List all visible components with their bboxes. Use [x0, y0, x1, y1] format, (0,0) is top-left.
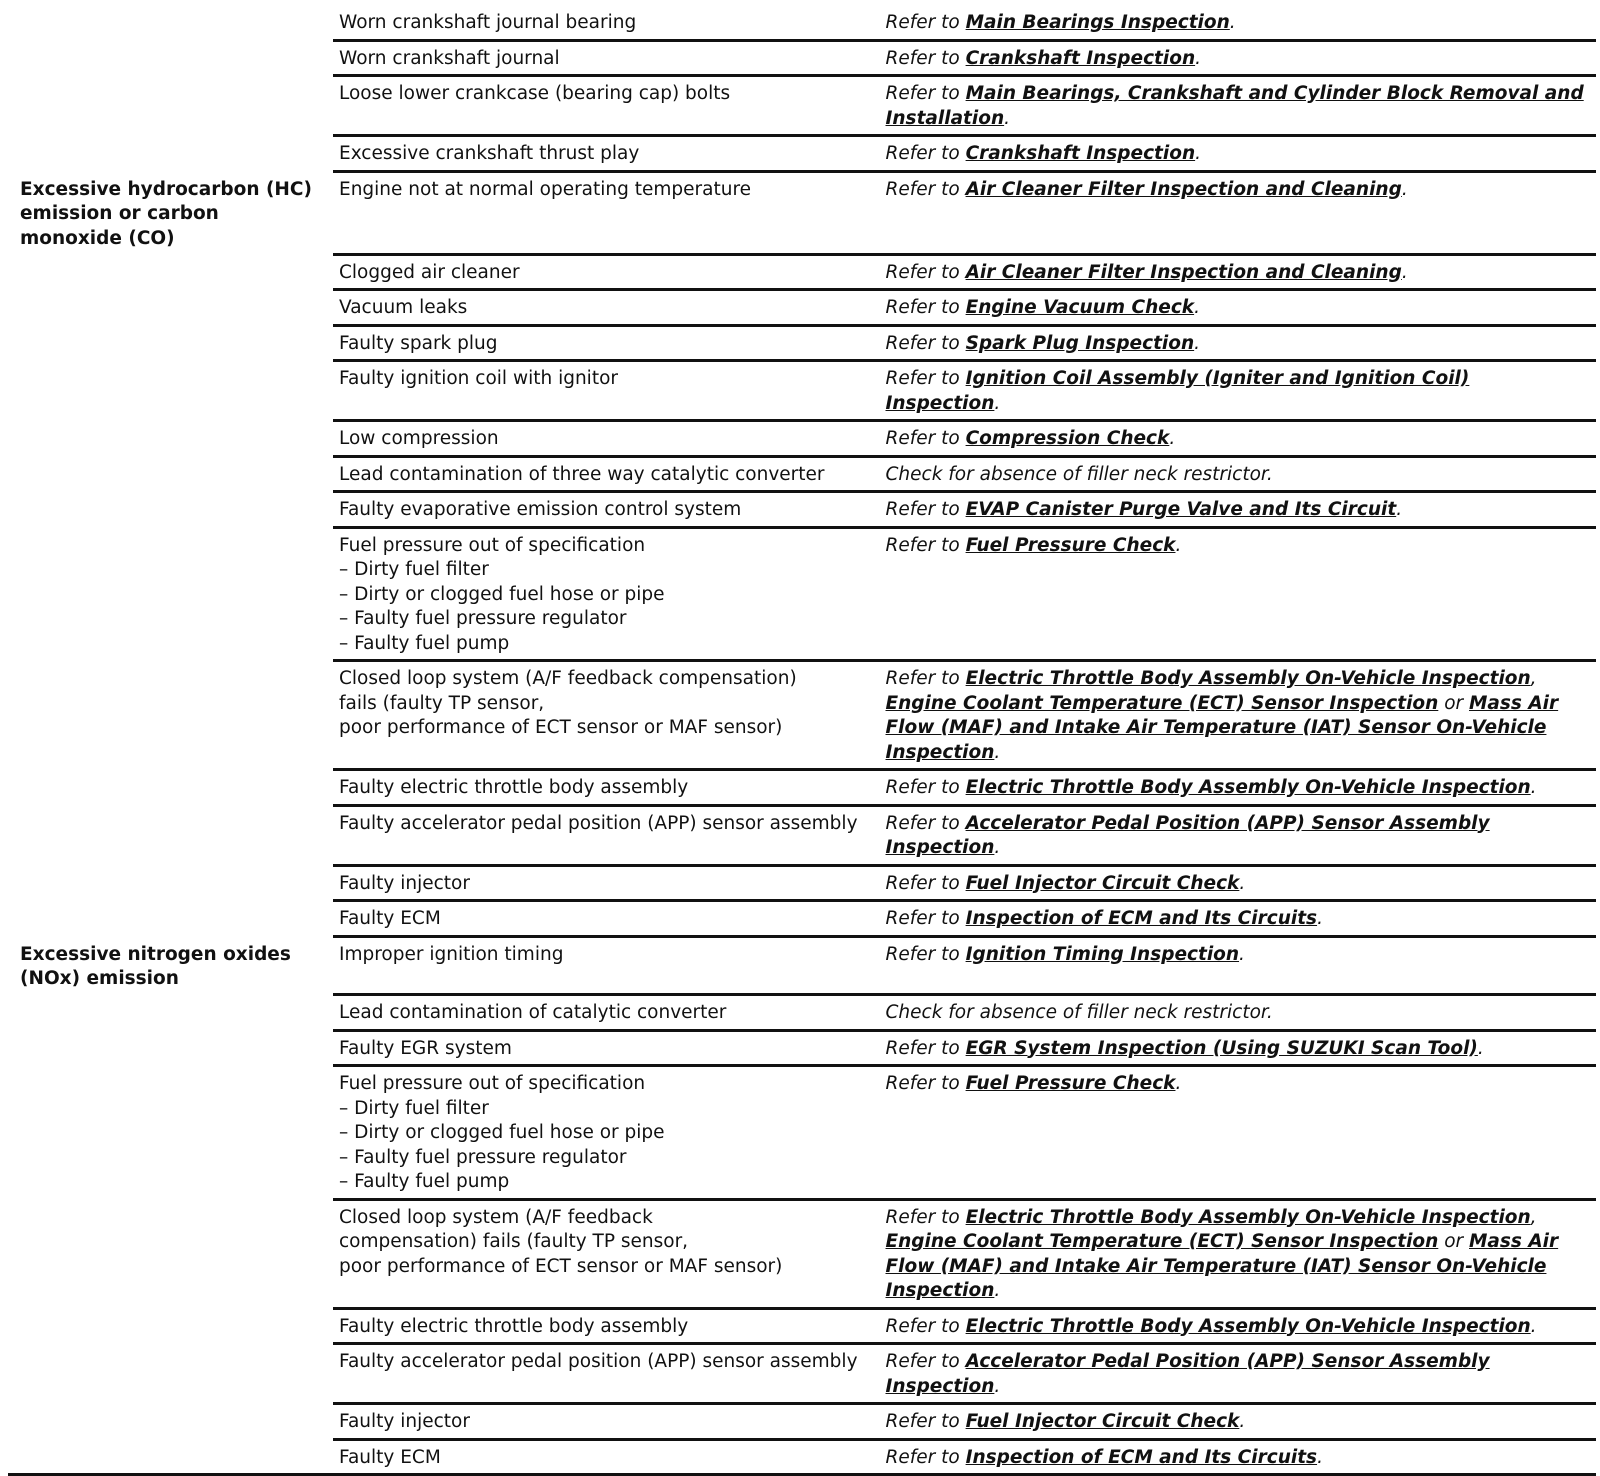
correction-text: .: [1195, 47, 1202, 69]
condition-cell: [8, 1030, 333, 1066]
correction-cell: [878, 76, 1596, 136]
cause-text: Vacuum leaks: [339, 297, 468, 318]
cause-text: Closed loop system (A/F feedback: [339, 1206, 653, 1228]
condition-cell: [8, 1066, 333, 1200]
table-row: [8, 1199, 1596, 1308]
cause-cell: [333, 527, 878, 661]
condition-cell: [8, 901, 333, 937]
correction-text: Refer to: [885, 261, 966, 283]
correction-cell: [878, 995, 1596, 1031]
correction-cell: [878, 770, 1596, 806]
table-row: [8, 456, 1596, 492]
condition-cell: [8, 492, 333, 528]
condition-cell: [8, 6, 333, 40]
cause-text: poor performance of ECT sensor or MAF sensor): [339, 1255, 783, 1277]
cause-text: Faulty electric throttle body assembly: [339, 1315, 689, 1337]
troubleshooting-table-body: [8, 6, 1596, 1475]
correction-text: or: [1438, 1231, 1469, 1252]
correction-cell: [878, 1030, 1596, 1066]
cause-text: Excessive crankshaft thrust play: [339, 143, 640, 164]
correction-text: Refer to: [885, 1411, 966, 1432]
cause-cell: [333, 6, 878, 40]
cause-cell: [333, 995, 878, 1031]
cause-cell: [333, 865, 878, 901]
correction-text: Refer to: [885, 534, 966, 556]
cause-text: – Dirty or clogged fuel hose or pipe: [339, 583, 665, 605]
reference-link[interactable]: Main Bearings, Crankshaft and Cylinder Block Removal and Installation: [885, 83, 1584, 129]
correction-text: Refer to: [885, 1446, 966, 1468]
reference-link[interactable]: Electric Throttle Body Assembly On-Vehicle Inspection: [965, 668, 1531, 689]
correction-cell: [878, 136, 1596, 172]
reference-link[interactable]: Main Bearings Inspection: [965, 12, 1230, 33]
condition-cell: [8, 136, 333, 172]
correction-text: Refer to: [885, 943, 966, 965]
condition-cell: [8, 865, 333, 901]
correction-text: Refer to: [885, 12, 966, 33]
table-row: [8, 770, 1596, 806]
condition-cell: [8, 805, 333, 865]
reference-link[interactable]: Accelerator Pedal Position (APP) Sensor Assembly Inspection: [885, 812, 1490, 858]
correction-text: .: [994, 1280, 1001, 1301]
table-row: [8, 865, 1596, 901]
reference-link[interactable]: Electric Throttle Body Assembly On-Vehicle Inspection: [965, 777, 1531, 798]
table-row: [8, 6, 1596, 40]
cause-cell: [333, 76, 878, 136]
cause-cell: [333, 361, 878, 421]
cause-text: Faulty injector: [339, 1411, 470, 1432]
reference-link[interactable]: Accelerator Pedal Position (APP) Sensor Assembly Inspection: [885, 1351, 1490, 1397]
correction-text: Refer to: [885, 1351, 966, 1372]
correction-text: .: [1401, 178, 1408, 200]
correction-text: .: [1004, 107, 1011, 129]
reference-link[interactable]: Spark Plug Inspection: [965, 332, 1195, 354]
correction-cell: [878, 1404, 1596, 1440]
condition-cell: [8, 995, 333, 1031]
cause-text: Faulty accelerator pedal position (APP) sensor assembly: [339, 812, 858, 834]
reference-link[interactable]: Fuel Injector Circuit Check: [965, 1411, 1240, 1432]
correction-cell: [878, 1308, 1596, 1344]
table-row: [8, 76, 1596, 136]
table-row: [8, 527, 1596, 661]
cause-cell: [333, 1439, 878, 1475]
cause-text: – Dirty fuel filter: [339, 1097, 489, 1119]
correction-cell: [878, 1066, 1596, 1200]
table-row: [8, 805, 1596, 865]
correction-text: .: [1317, 908, 1323, 929]
condition-cell: [8, 661, 333, 770]
correction-cell: [878, 661, 1596, 770]
cause-text: – Dirty fuel filter: [339, 559, 489, 580]
correction-cell: [878, 290, 1596, 326]
correction-cell: [878, 254, 1596, 290]
correction-cell: [878, 865, 1596, 901]
cause-cell: [333, 770, 878, 806]
cause-text: Fuel pressure out of specification: [339, 1073, 646, 1094]
condition-cell: [8, 936, 333, 995]
correction-cell: [878, 1439, 1596, 1475]
cause-cell: [333, 1404, 878, 1440]
correction-text: Refer to: [885, 499, 966, 520]
correction-text: Refer to: [885, 668, 966, 689]
correction-cell: [878, 456, 1596, 492]
cause-text: Faulty ignition coil with ignitor: [339, 368, 618, 389]
table-row: [8, 1404, 1596, 1440]
correction-text: Refer to: [885, 872, 966, 894]
condition-cell: [8, 40, 333, 76]
correction-text: .: [1401, 261, 1408, 283]
correction-text: Refer to: [885, 1073, 966, 1094]
table-row: [8, 290, 1596, 326]
condition-cell: [8, 171, 333, 254]
correction-text: Refer to: [885, 143, 966, 164]
condition-cell: [8, 456, 333, 492]
cause-text: Faulty evaporative emission control system: [339, 499, 742, 520]
table-row: [8, 936, 1596, 995]
reference-link[interactable]: Electric Throttle Body Assembly On-Vehicle Inspection: [965, 1206, 1531, 1228]
correction-text: Refer to: [885, 83, 966, 104]
cause-text: – Faulty fuel pump: [339, 632, 510, 654]
correction-text: Refer to: [885, 297, 966, 318]
correction-text: Check for absence of filler neck restrictor.: [885, 1002, 1273, 1023]
correction-text: .: [1175, 1073, 1182, 1094]
cause-cell: [333, 1344, 878, 1404]
reference-link[interactable]: Mass Air Flow (MAF) and Intake Air Temperature (IAT) Sensor On-Vehicle Inspection: [885, 1231, 1559, 1301]
correction-text: .: [1239, 1411, 1246, 1432]
correction-text: .: [1175, 534, 1182, 556]
table-row: [8, 171, 1596, 254]
table-row: [8, 661, 1596, 770]
table-row: [8, 901, 1596, 937]
table-row: [8, 492, 1596, 528]
condition-cell: [8, 1308, 333, 1344]
table-row: [8, 1030, 1596, 1066]
cause-cell: [333, 661, 878, 770]
cause-text: Faulty electric throttle body assembly: [339, 777, 689, 798]
condition-cell: [8, 290, 333, 326]
correction-text: .: [1317, 1446, 1323, 1468]
correction-text: Refer to: [885, 1206, 966, 1228]
table-row: [8, 136, 1596, 172]
reference-link[interactable]: Electric Throttle Body Assembly On-Vehicle Inspection: [965, 1315, 1531, 1337]
condition-cell: [8, 1199, 333, 1308]
table-row: [8, 421, 1596, 457]
cause-text: Worn crankshaft journal bearing: [339, 12, 637, 33]
condition-label: Excessive nitrogen oxides (NOx) emission: [20, 943, 291, 989]
correction-text: Refer to: [885, 1315, 966, 1337]
reference-link[interactable]: Air Cleaner Filter Inspection and Cleaning: [965, 178, 1402, 200]
correction-text: .: [1477, 1037, 1484, 1059]
correction-text: Refer to: [885, 777, 966, 798]
correction-text: .: [1194, 297, 1200, 318]
cause-text: Engine not at normal operating temperature: [339, 178, 752, 200]
condition-cell: [8, 76, 333, 136]
cause-text: Closed loop system (A/F feedback compensation): [339, 668, 797, 689]
cause-cell: [333, 1030, 878, 1066]
correction-cell: [878, 1344, 1596, 1404]
correction-text: Refer to: [885, 812, 966, 834]
table-row: [8, 254, 1596, 290]
correction-text: .: [1194, 332, 1201, 354]
correction-text: .: [994, 837, 1001, 858]
correction-text: .: [1530, 777, 1537, 798]
correction-cell: [878, 901, 1596, 937]
correction-text: .: [1396, 499, 1403, 520]
cause-cell: [333, 805, 878, 865]
correction-cell: [878, 171, 1596, 254]
correction-text: Refer to: [885, 908, 966, 929]
cause-cell: [333, 1308, 878, 1344]
correction-cell: [878, 936, 1596, 995]
reference-link[interactable]: Fuel Pressure Check: [965, 534, 1176, 556]
correction-cell: [878, 6, 1596, 40]
cause-text: Fuel pressure out of specification: [339, 534, 646, 556]
reference-link[interactable]: Ignition Timing Inspection: [965, 943, 1240, 965]
correction-text: .: [1530, 1315, 1537, 1337]
cause-cell: [333, 136, 878, 172]
correction-text: Check for absence of filler neck restrictor.: [885, 463, 1273, 485]
cause-cell: [333, 1066, 878, 1200]
cause-text: Lead contamination of three way catalytic converter: [339, 463, 825, 485]
table-row: [8, 325, 1596, 361]
cause-cell: [333, 171, 878, 254]
correction-text: Refer to: [885, 332, 966, 354]
cause-text: – Faulty fuel pressure regulator: [339, 1146, 627, 1168]
cause-cell: [333, 325, 878, 361]
cause-cell: [333, 290, 878, 326]
reference-link[interactable]: Mass Air Flow (MAF) and Intake Air Temperature (IAT) Sensor On-Vehicle Inspection: [885, 692, 1559, 763]
correction-text: .: [1195, 143, 1202, 164]
table-row: [8, 1308, 1596, 1344]
correction-text: Refer to: [885, 368, 966, 389]
reference-link[interactable]: Crankshaft Inspection: [965, 143, 1196, 164]
correction-cell: [878, 40, 1596, 76]
condition-cell: [8, 527, 333, 661]
cause-text: Faulty EGR system: [339, 1037, 512, 1059]
reference-link[interactable]: Engine Coolant Temperature (ECT) Sensor Inspection: [885, 1231, 1439, 1252]
condition-cell: [8, 1439, 333, 1475]
cause-text: Clogged air cleaner: [339, 261, 520, 283]
correction-text: .: [1169, 428, 1176, 449]
correction-text: Refer to: [885, 1037, 966, 1059]
correction-text: .: [1229, 12, 1236, 33]
reference-link[interactable]: Air Cleaner Filter Inspection and Cleaning: [965, 261, 1402, 283]
reference-link[interactable]: Engine Coolant Temperature (ECT) Sensor Inspection: [885, 692, 1439, 714]
cause-cell: [333, 40, 878, 76]
reference-link[interactable]: Crankshaft Inspection: [965, 47, 1196, 69]
reference-link[interactable]: Ignition Coil Assembly (Igniter and Ignition Coil) Inspection: [885, 368, 1470, 414]
reference-link[interactable]: EVAP Canister Purge Valve and Its Circuit: [965, 499, 1397, 520]
correction-text: .: [1239, 943, 1245, 965]
cause-cell: [333, 254, 878, 290]
table-row: [8, 995, 1596, 1031]
table-row: [8, 1344, 1596, 1404]
reference-link[interactable]: Compression Check: [965, 428, 1170, 449]
cause-text: Faulty spark plug: [339, 332, 498, 354]
cause-text: Low compression: [339, 428, 499, 449]
correction-text: .: [1239, 872, 1246, 894]
cause-text: Loose lower crankcase (bearing cap) bolts: [339, 83, 731, 104]
table-row: [8, 1439, 1596, 1475]
correction-cell: [878, 1199, 1596, 1308]
correction-text: Refer to: [885, 178, 966, 200]
condition-label: Excessive hydrocarbon (HC) emission or carbon monoxide (CO): [20, 178, 312, 249]
reference-link[interactable]: Engine Vacuum Check: [965, 297, 1195, 318]
correction-cell: [878, 805, 1596, 865]
cause-text: Worn crankshaft journal: [339, 47, 560, 69]
cause-text: compensation) fails (faulty TP sensor,: [339, 1231, 689, 1252]
condition-cell: [8, 325, 333, 361]
cause-text: – Faulty fuel pressure regulator: [339, 608, 627, 629]
table-row: [8, 1066, 1596, 1200]
reference-link[interactable]: Fuel Pressure Check: [965, 1073, 1176, 1094]
correction-cell: [878, 325, 1596, 361]
correction-cell: [878, 421, 1596, 457]
cause-text: Faulty accelerator pedal position (APP) sensor assembly: [339, 1351, 858, 1372]
cause-text: – Dirty or clogged fuel hose or pipe: [339, 1122, 665, 1143]
cause-cell: [333, 901, 878, 937]
condition-cell: [8, 770, 333, 806]
cause-text: – Faulty fuel pump: [339, 1171, 510, 1192]
cause-text: Faulty ECM: [339, 908, 441, 929]
condition-cell: [8, 1344, 333, 1404]
cause-text: Faulty ECM: [339, 1446, 441, 1468]
condition-cell: [8, 361, 333, 421]
cause-cell: [333, 421, 878, 457]
table-row: [8, 40, 1596, 76]
correction-text: Refer to: [885, 47, 966, 69]
cause-cell: [333, 1199, 878, 1308]
correction-cell: [878, 361, 1596, 421]
cause-text: Improper ignition timing: [339, 943, 564, 965]
reference-link[interactable]: Inspection of ECM and Its Circuits: [965, 1446, 1318, 1468]
correction-cell: [878, 527, 1596, 661]
cause-text: Lead contamination of catalytic converter: [339, 1002, 727, 1023]
cause-cell: [333, 936, 878, 995]
troubleshooting-table: [8, 6, 1596, 1476]
table-row: [8, 361, 1596, 421]
cause-cell: [333, 456, 878, 492]
correction-text: .: [994, 392, 1001, 414]
correction-text: .: [994, 741, 1001, 763]
correction-text: ,: [1530, 668, 1537, 689]
condition-cell: [8, 254, 333, 290]
cause-text: fails (faulty TP sensor,: [339, 692, 545, 714]
cause-text: poor performance of ECT sensor or MAF sensor): [339, 717, 783, 738]
condition-cell: [8, 421, 333, 457]
correction-cell: [878, 492, 1596, 528]
cause-text: Faulty injector: [339, 872, 470, 894]
reference-link[interactable]: Fuel Injector Circuit Check: [965, 872, 1240, 894]
correction-text: .: [994, 1375, 1001, 1397]
correction-text: ,: [1530, 1206, 1537, 1228]
reference-link[interactable]: Inspection of ECM and Its Circuits: [965, 908, 1318, 929]
correction-text: or: [1438, 692, 1469, 714]
reference-link[interactable]: EGR System Inspection (Using SUZUKI Scan Tool): [965, 1037, 1478, 1059]
cause-cell: [333, 492, 878, 528]
condition-cell: [8, 1404, 333, 1440]
correction-text: Refer to: [885, 428, 966, 449]
